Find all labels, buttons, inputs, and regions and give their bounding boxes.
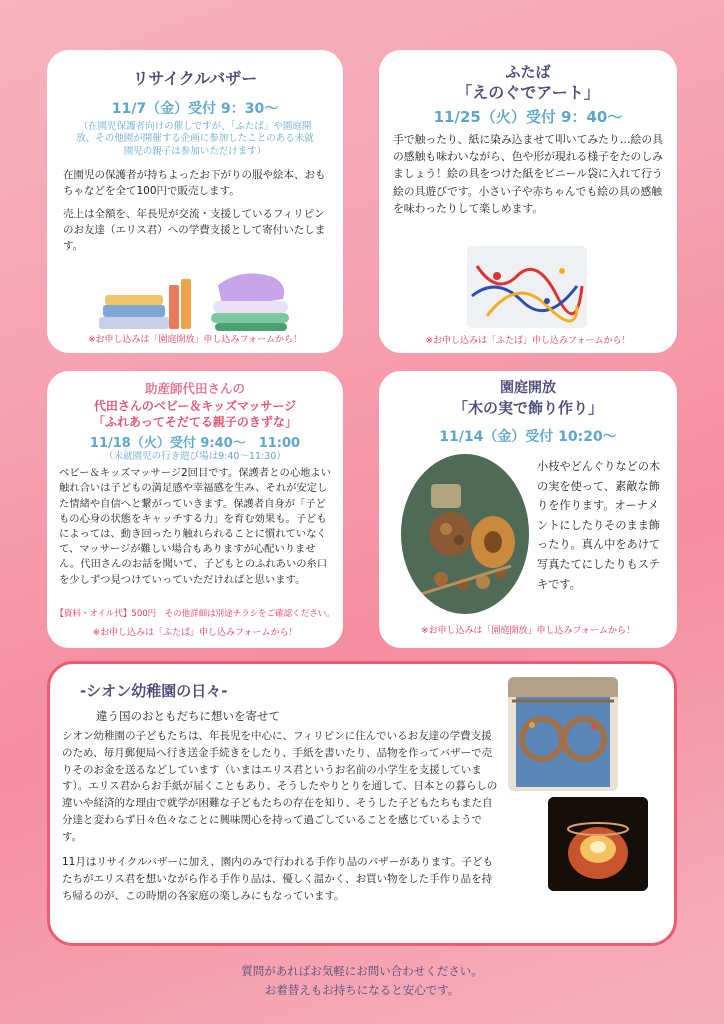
- card-note: （未就園児の行き遊び場は9:40〜11:30）: [104, 451, 286, 463]
- wreath-photo: [508, 677, 618, 791]
- apply-note: ※お申し込みは「園庭開放」申し込みフォームから！: [87, 335, 303, 345]
- card-futaba-paint-art: [379, 50, 677, 353]
- footer-line-2: お着替えもお持ちになると安心です。: [264, 983, 460, 997]
- card-recycle-bazaar: [47, 50, 343, 353]
- card-body-1: 在園児の保護者が持ちよったお下がりの服や絵本、おもちゃなどを全て100円で販売します。: [63, 169, 326, 198]
- fee-note: 【資料・オイル代】500円 その他詳細は別途チラシをご確認ください。: [55, 609, 335, 619]
- apply-note: ※お申し込みは「ふたば」申し込みフォームから！: [425, 336, 631, 346]
- card-subtitle-2: 「ふれあってそだてる親子のきずな」: [93, 415, 297, 430]
- card-title: ふたば: [505, 63, 551, 81]
- card-body: 手で触ったり、紙に染み込ませて叩いてみたり…絵の具の感触も味わいながら、色や形が現れる様子をたのしみましょう！絵の具をつけた紙をビニール袋に入れて行う絵の具遊びです。小さい子や赤ちゃんでも絵の具の感触を味わったりして楽しめます。: [393, 132, 663, 215]
- nut-decoration-photo: [401, 454, 529, 614]
- card-date: 11/18（火）受付 9:40〜 11:00: [89, 436, 301, 452]
- diary-subheading: 違う国のおともだちに想いを寄せて: [96, 709, 280, 723]
- apply-note: ※お申し込みは「ふたば」申し込みフォームから！: [92, 628, 298, 638]
- card-title: 園庭開放: [500, 380, 556, 396]
- card-body: 小枝やどんぐりなどの木の実を使って、素敵な飾りを作ります。オーナメントにしたりそのまま飾ったり。真ん中をあけて写真たてにしたりもステキです。: [537, 460, 661, 591]
- card-subtitle: 「木の実で飾り作り」: [452, 398, 603, 417]
- books-clothes-illustration: [93, 265, 333, 335]
- card-body: ベビー＆キッズマッサージ2回目です。保護者との心地よい触れ合いは子どもの満足感や幸福感を生み、それが安定した情緒や自信へと繋がっていきます。保護者自身が「子どもの心身の状態をキャッチする力」を育む効果も。子どもによっては、動き回ったり触れられることに慣れていなくて、マッサージが難しい場合もありますが心配いりません。代田さんのお話を聞いて、子どもとのふれあいの糸口を少しずつ見つけていっていただければと思います。: [59, 467, 332, 586]
- card-date: 11/7（金）受付 9：30〜: [111, 100, 279, 117]
- card-date: 11/25（火）受付 9：40〜: [433, 107, 623, 126]
- paint-art-photo: [467, 246, 587, 328]
- card-note: （在園児保護者向けの催しですが、「ふたば」や園庭開放、その他園が開催する企画に参加したことのある未就園児の親子は参加いただけます）: [76, 120, 314, 158]
- diary-heading: -シオン幼稚園の日々-: [80, 682, 228, 700]
- diary-body-2: 11月はリサイクルバザーに加え、園内のみで行われる手作り品のバザーがあります。子どもたちがエリス君を想いながら作る手作り品は、優しく温かく、お買い物をした手作り品を持ち帰るのが、この時期の各家庭の楽しみにもなっています。: [62, 856, 493, 902]
- card-body-2: 売上は全額を、年長児が交流・支援しているフィリピンのお友達（エリス君）への学費支援として寄付いたします。: [63, 207, 326, 253]
- footer-line-1: 質問があればお気軽にお問い合わせください。: [241, 964, 483, 978]
- card-subtitle: 「えのぐでアート」: [456, 83, 600, 103]
- card-nut-decoration: [379, 371, 677, 648]
- apply-note: ※お申し込みは「園庭開放」申し込みフォームから！: [420, 626, 636, 636]
- diary-section: [47, 661, 677, 946]
- card-title: リサイクルバザー: [132, 69, 258, 88]
- candle-jar-photo: [548, 797, 648, 891]
- card-date: 11/14（金）受付 10:20〜: [439, 429, 617, 446]
- diary-body-1: シオン幼稚園の子どもたちは、年長児を中心に、フィリピンに住んでいるお友達の学費支援のため、毎月郵便局へ行き送金手続きをしたり、手紙を書いたり、品物を作ってバザーで売りそのお金を送るなどしています（いまはエリス君というお名前の小学生を支援しています）。エリス君からお手紙が届くこともあり、そうしたやりとりを通して、日本との暮らしの違いや経済的な理由で就学が困難な子どもたちの存在を知り、そうした子どもたちもまた自分達と変わらず日々色々なことに興味関心を持って過ごしていることを感じているようです。: [62, 730, 498, 843]
- card-baby-massage: [47, 371, 343, 648]
- card-subtitle: 代田さんのベビー＆キッズマッサージ: [93, 398, 297, 413]
- card-title: 助産師代田さんの: [144, 381, 245, 396]
